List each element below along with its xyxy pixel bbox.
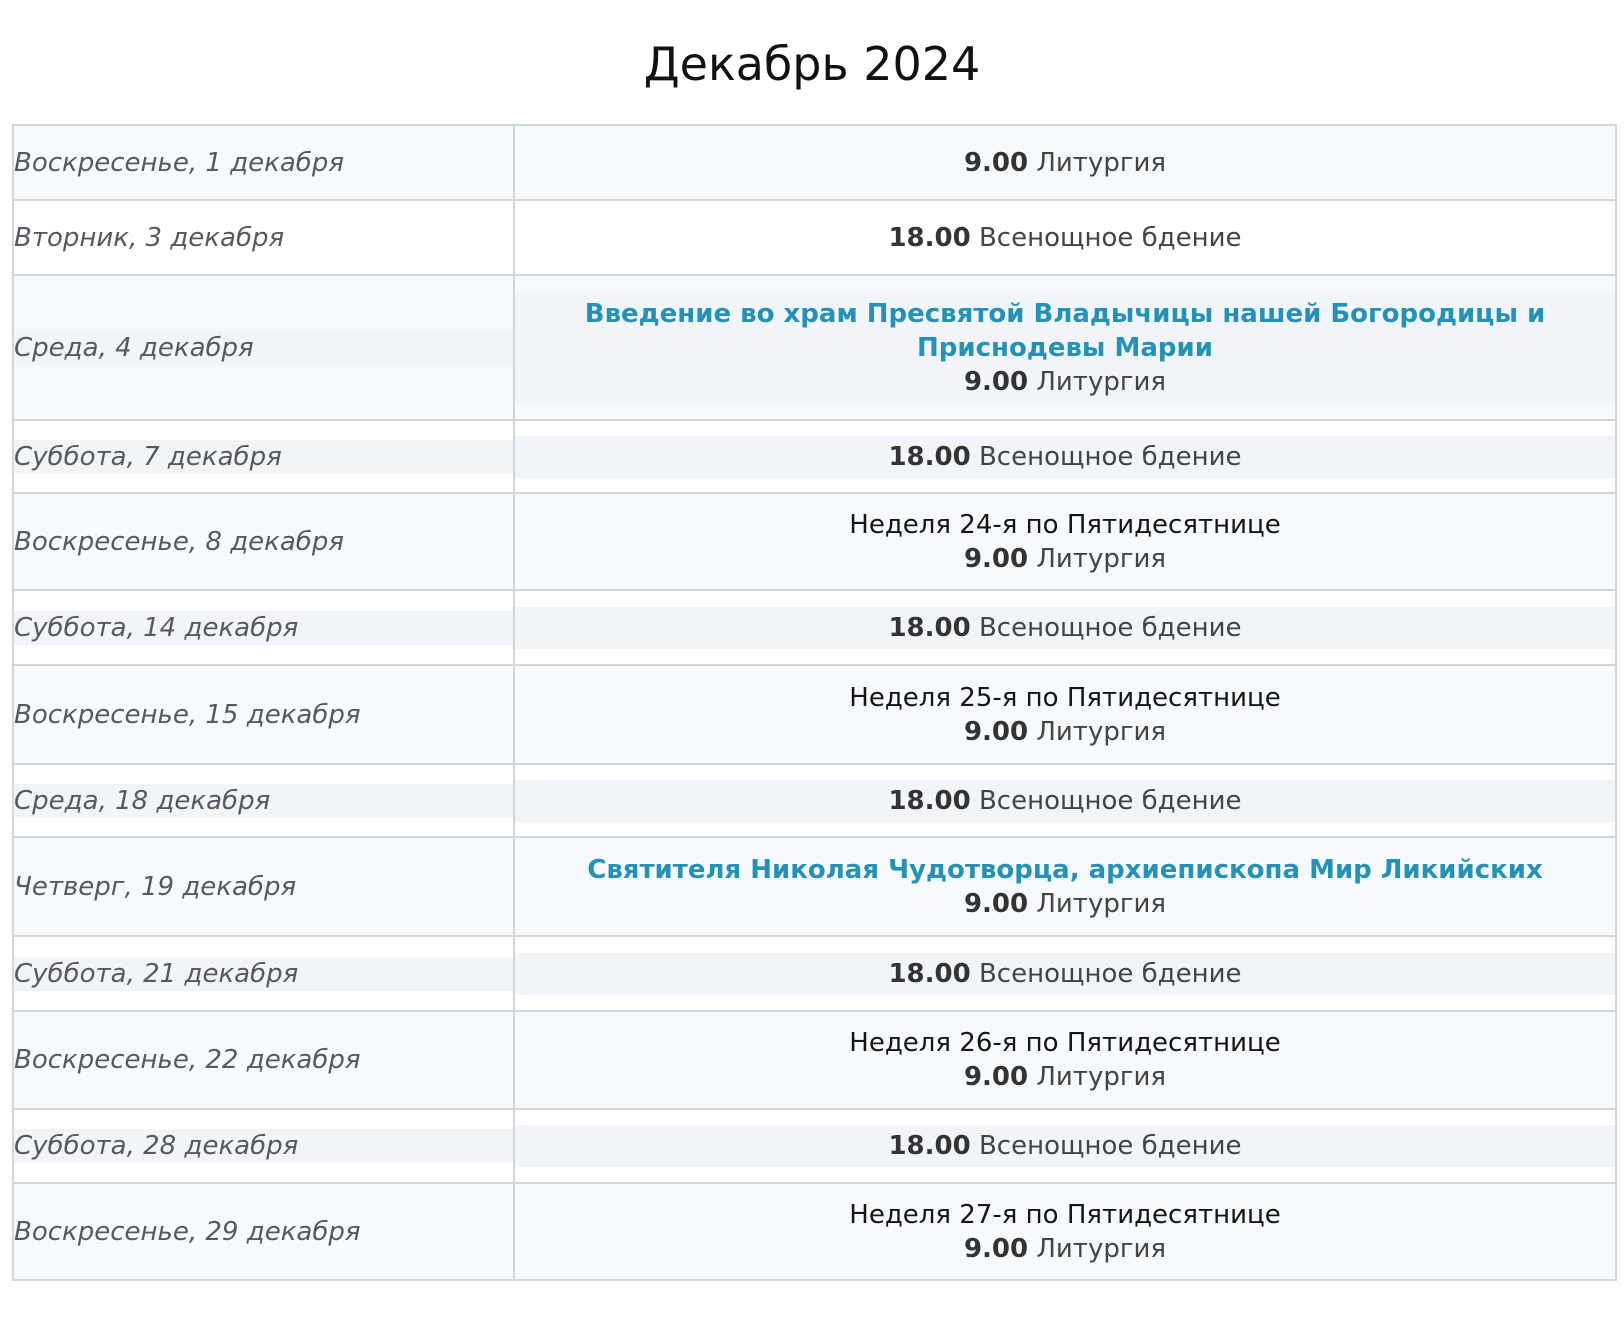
service-time: 9.00 [963, 543, 1029, 574]
table-row [13, 125, 1616, 200]
service-time: 9.00 [963, 1062, 1029, 1092]
date-text: Воскресенье, 22 декабря [14, 1045, 361, 1075]
service-name: Всенощное бдение [978, 441, 1242, 472]
service-name: Литургия [1036, 1233, 1167, 1264]
service-cell [514, 590, 1616, 665]
service-cell [514, 125, 1616, 200]
service-name: Всенощное бдение [978, 612, 1242, 643]
service-time: 18.00 [888, 958, 971, 989]
date-cell [13, 1183, 514, 1280]
service-cell [514, 493, 1616, 590]
service-name: Всенощное бдение [978, 1131, 1242, 1161]
date-cell [13, 590, 514, 665]
service-name: Всенощное бдение [978, 785, 1242, 816]
date-cell [13, 275, 514, 420]
service-name: Всенощное бдение [978, 222, 1242, 253]
service-time: 18.00 [888, 441, 971, 472]
service-time: 9.00 [963, 716, 1029, 747]
date-cell [13, 665, 514, 764]
service-cell [514, 275, 1616, 420]
service-time: 18.00 [888, 785, 971, 816]
table-row [13, 590, 1616, 665]
table-row [13, 764, 1616, 837]
date-text: Суббота, 28 декабря [14, 1129, 513, 1163]
date-text: Суббота, 14 декабря [14, 611, 513, 645]
service-name: Литургия [1036, 147, 1167, 178]
feast-title: Святителя Николая Чудотворца, архиепископа Мир Ликийских [587, 854, 1543, 885]
page-title: Декабрь 2024 [643, 37, 981, 91]
date-cell [13, 200, 514, 275]
service-cell [514, 936, 1616, 1011]
table-row [13, 493, 1616, 590]
service-time: 9.00 [963, 1233, 1029, 1264]
date-text: Суббота, 7 декабря [14, 440, 513, 474]
service-cell [514, 1011, 1616, 1109]
service-name: Всенощное бдение [978, 958, 1242, 989]
service-time: 9.00 [963, 147, 1029, 178]
date-text: Вторник, 3 декабря [14, 222, 285, 253]
sunday-title: Неделя 24-я по Пятидесятнице [849, 509, 1281, 540]
service-name: Литургия [1036, 716, 1167, 747]
schedule-table [12, 124, 1617, 1281]
service-cell [514, 837, 1616, 936]
service-cell [514, 665, 1616, 764]
date-text: Четверг, 19 декабря [14, 871, 297, 902]
date-text: Среда, 18 декабря [14, 784, 513, 818]
table-row [13, 1011, 1616, 1109]
date-text: Воскресенье, 8 декабря [14, 526, 344, 557]
service-time: 18.00 [888, 1131, 971, 1161]
table-row [13, 420, 1616, 493]
date-cell [13, 837, 514, 936]
date-text: Суббота, 21 декабря [14, 957, 513, 991]
table-row [13, 665, 1616, 764]
date-cell [13, 125, 514, 200]
date-cell [13, 420, 514, 493]
date-text: Воскресенье, 1 декабря [14, 147, 344, 178]
table-row [13, 936, 1616, 1011]
service-time: 9.00 [963, 366, 1029, 397]
service-name: Литургия [1036, 888, 1167, 919]
date-text: Воскресенье, 15 декабря [14, 699, 361, 730]
table-row [13, 200, 1616, 275]
table-row [13, 1109, 1616, 1183]
sunday-title: Неделя 25-я по Пятидесятнице [849, 682, 1281, 713]
service-name: Литургия [1036, 366, 1167, 397]
service-cell [514, 1183, 1616, 1280]
date-cell [13, 764, 514, 837]
table-row [13, 275, 1616, 420]
service-name: Литургия [1036, 1062, 1167, 1092]
service-cell [514, 764, 1616, 837]
date-cell [13, 1011, 514, 1109]
table-row [13, 837, 1616, 936]
date-cell [13, 936, 514, 1011]
service-time: 18.00 [888, 222, 971, 253]
date-text: Среда, 4 декабря [14, 331, 513, 365]
service-name: Литургия [1036, 543, 1167, 574]
date-cell [13, 1109, 514, 1183]
date-text: Воскресенье, 29 декабря [14, 1216, 361, 1247]
sunday-title: Неделя 27-я по Пятидесятнице [849, 1199, 1281, 1230]
feast-title: Введение во храм Пресвятой Владычицы нашей Богородицы и Приснодевы Марии [584, 298, 1546, 363]
service-cell [514, 200, 1616, 275]
sunday-title: Неделя 26-я по Пятидесятнице [849, 1028, 1281, 1058]
service-cell [514, 420, 1616, 493]
date-cell [13, 493, 514, 590]
service-time: 9.00 [963, 888, 1029, 919]
service-cell [514, 1109, 1616, 1183]
service-time: 18.00 [888, 612, 971, 643]
table-row [13, 1183, 1616, 1280]
